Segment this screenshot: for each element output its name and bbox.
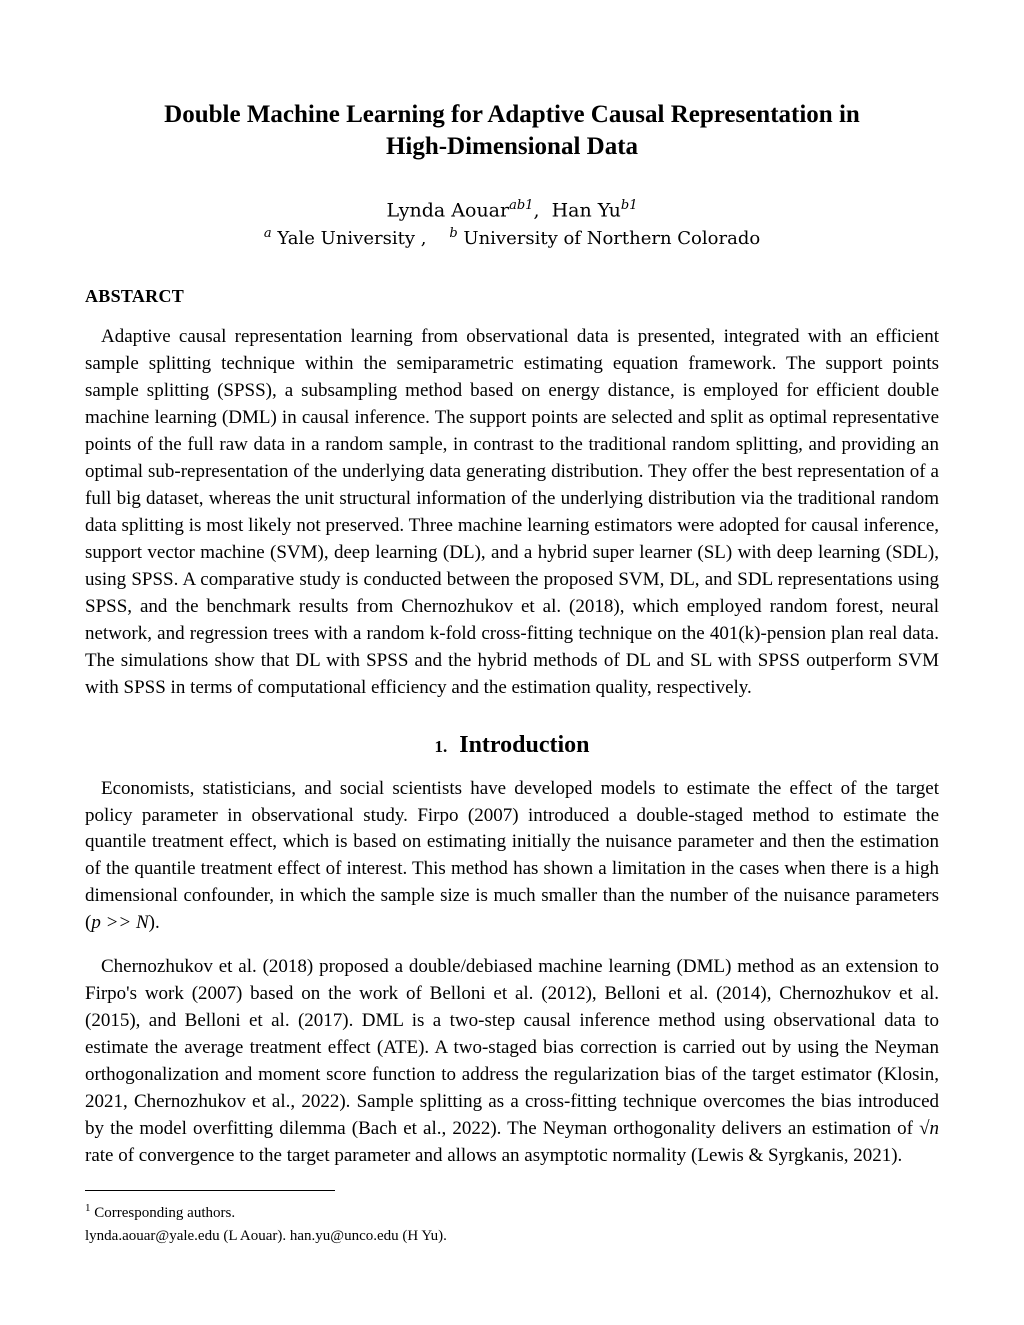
footnote-divider bbox=[85, 1190, 335, 1191]
affiliation-list bbox=[85, 225, 939, 252]
section-1-paragraph-1 bbox=[85, 776, 939, 938]
page-title: Double Machine Learning for Adaptive Causal Representation in High-Dimensional Data bbox=[164, 101, 860, 160]
footnote-marker: 1 bbox=[85, 1202, 91, 1214]
paragraph-1-text-b: ). bbox=[148, 912, 160, 934]
author-separator: , bbox=[533, 199, 540, 222]
section-1-title: Introduction bbox=[459, 731, 590, 758]
footnote-area bbox=[85, 1190, 939, 1247]
author-2-name: Han Yu bbox=[551, 199, 621, 222]
author-1-affiliation-mark: ab1 bbox=[509, 198, 534, 213]
abstract-paragraph: Adaptive causal representation learning from observational data is presented, integrated with an efficient sample splitting technique within the semiparametric estimating equation framework. The support points sample splitting (SPSS), a subsampling method based on energy distance, is employed for efficient double machine learning (DML) in causal inference. The support points are selected and split as optimal representative points of the full raw data in a random sample, in contrast to the traditional random splitting, and providing an optimal sub-representation of the underlying data generating distribution. They offer the best representation of a full big dataset, whereas the unit structural information of the underlying distribution via the traditional random data splitting is most likely not preserved. Three machine learning estimators were adopted for causal inference, support vector machine (SVM), deep learning (DL), and a hybrid super learner (SL) with deep learning (SDL), using SPSS. A comparative study is conducted between the proposed SVM, DL, and SDL representations using SPSS, and the benchmark results from Chernozhukov et al. (2018), which employed random forest, neural network, and regression trees with a random k-fold cross-fitting technique on the 401(k)-pension plan real data. The simulations show that DL with SPSS and the hybrid methods of DL and SL with SPSS outperform SVM with SPSS in terms of computational efficiency and the estimation quality, respectively. bbox=[85, 325, 939, 698]
affiliation-a-mark: a bbox=[263, 225, 272, 241]
footnote-text-1: Corresponding authors. bbox=[94, 1205, 236, 1221]
affiliation-b-mark: b bbox=[449, 225, 458, 241]
paragraph-1-math: p >> N bbox=[91, 912, 149, 934]
affiliation-a-name: Yale University , bbox=[277, 227, 427, 249]
paragraph-1-text-a: Economists, statisticians, and social scientists have developed models to estimate the effect of the target policy parameter in observational study. Firpo (2007) introduced a double-staged method to estimate the quantile treatment effect, which is based on estimating initially the nuisance parameter and then the estimation of the quantile treatment effect of interest. This method has shown a limitation in the cases when there is a high dimensional confounder, in which the sample size is much smaller than the number of the nuisance parameters ( bbox=[85, 777, 939, 934]
footnote-line-1 bbox=[85, 1200, 939, 1225]
abstract-heading: ABSTARCT bbox=[85, 285, 185, 306]
author-1-name: Lynda Aouar bbox=[386, 199, 510, 222]
section-1-heading bbox=[85, 732, 939, 759]
author-list bbox=[85, 197, 939, 225]
paragraph-2-text-a: Chernozhukov et al. (2018) proposed a double/debiased machine learning (DML) method as an extension to Firpo's work (2007) based on the work of Belloni et al. (2012), Belloni et al. (2014), Chernozhukov et al. (2015), and Belloni et al. (2017). DML is a two-step causal inference method using observational data to estimate the average treatment effect (ATE). A two-staged bias correction is carried out by using the Neyman orthogonalization and moment score function to address the regularization bias of the target estimator (Klosin, 2021, Chernozhukov et al., 2022). Sample splitting as a cross-fitting technique overcomes the bias introduced by the model overfitting dilemma (Bach et al., 2022). The Neyman orthogonality delivers an estimation of bbox=[85, 956, 939, 1140]
author-2-affiliation-mark: b1 bbox=[620, 198, 638, 213]
section-1-paragraph-2 bbox=[85, 954, 939, 1170]
affiliation-b-name: University of Northern Colorado bbox=[463, 227, 761, 249]
section-1-number: 1. bbox=[434, 736, 448, 756]
footnote-line-2: lynda.aouar@yale.edu (L Aouar). han.yu@unco.edu (H Yu). bbox=[85, 1227, 447, 1244]
paragraph-2-sqrt-n: √n bbox=[919, 1118, 939, 1140]
paragraph-2-text-b: rate of convergence to the target parameter and allows an asymptotic normality (Lewis & Syrgkanis, 2021). bbox=[85, 1145, 903, 1167]
